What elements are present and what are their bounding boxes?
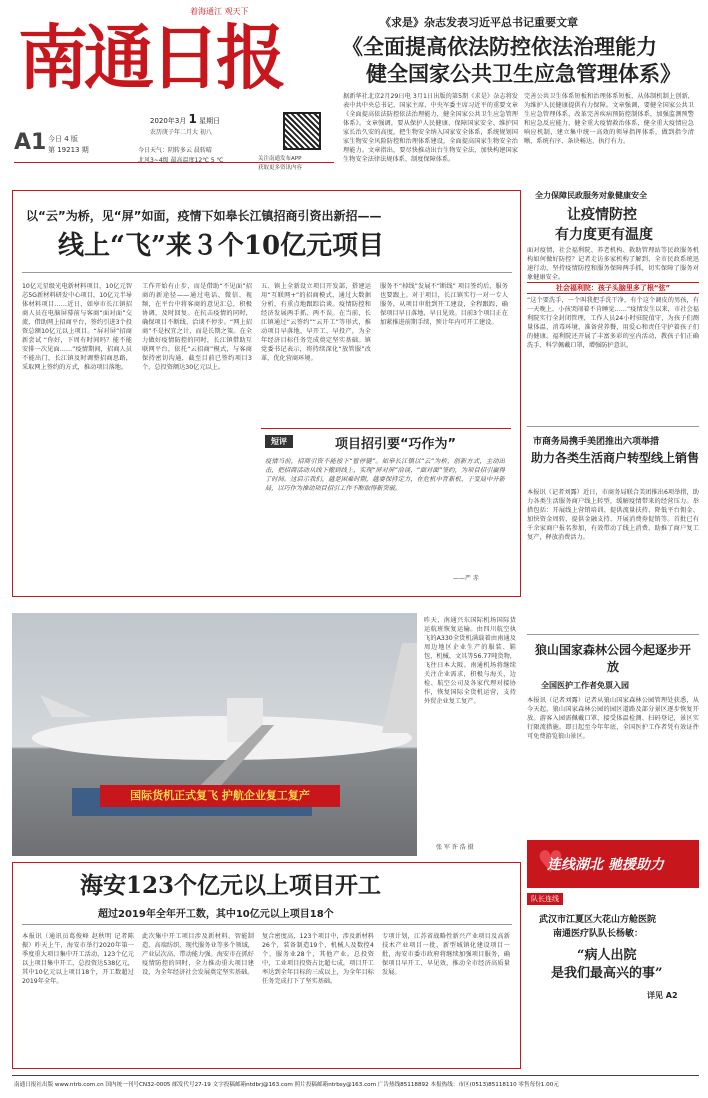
qr-caption-1: 关注南通发布APP <box>258 156 302 162</box>
story4-pre2: 南通医疗队队长杨敏： <box>553 929 644 939</box>
edition-code: A1 <box>14 130 47 155</box>
photo-byline: 张 军 许 浩 摄 <box>436 844 474 851</box>
story1-kicker: 全力保障民政服务对象健康安全 <box>535 191 647 200</box>
story3-sub: 全国医护工作者免票入园 <box>541 681 629 690</box>
second-body-col1: 本报讯（通讯员葛俊峰 赵秋明 记者陈振）昨天上午，海安市举行2020年第一季度重大项目集中开工活动，123个亿元以上项目集中开工，总投资达538亿元，其中10亿元以上项目18个，开工数超过2019年全年。 <box>22 933 134 985</box>
top-news-body-left: 据新华社北京2月29日电 3月1日出版的第5期《求是》杂志将发表中共中央总书记、国家主席、中央军委主席习近平的重要文章《全面提高依法防控依法治理能力，健全国家公共卫生应急管理体系》。文章强调，要从保护人民健康、保障国家安全、维护国家长治久安的高度，把生物安全纳入国家安全体系，系统规划国家生物安全风险防控和治理体系建设，全面提高国家生物安全治理能力。文章指出，要尽快推动出台生物安全法，加快构建国家生物安全法律法规体系、制度保障体系。 <box>343 93 518 163</box>
story2-body: 本报讯（记者刘露）近日，市商务局联合美团推出6项举措，助力各类生活服务商户线上转型，缓解疫情带来的经营压力。举措包括：开展线上营销培训、提供流量扶持、降低平台佣金、加快资金周转、提供金融支持、开展消费券促销等。首批已有千余家商户报名参加，有效带动了线上消费，助推了商户复工复产，释放消费活力。 <box>527 489 699 541</box>
lead-body-col1: 10亿元星级光电新材料项目，10亿元智芯5G新材料研发中心项目，10亿元半导体材料项目……近日，如皋市长江镇招商人员在电脑屏幕前与客商“面对面”交流，借助网上招商平台，签约引进3个投资总额10亿元以上项目。“屏对屏”招商新尝试 “你好，下周有时间吗？能不能安排一次见面……”疫情期间，招商人员不能出门，长江镇及时调整招商思路，采取网上签约的方式，推动项目落地。 <box>22 283 132 371</box>
top-news-line2: 健全国家公共卫生应急管理体系》 <box>366 61 681 86</box>
top-news-body-right: 完善公共卫生体系短板和治理体系短板，从体制机制上创新，为维护人民健康提供有力保障。文章强调，要健全国家公共卫生应急管理体系，改革完善疾病预防控制体系，加强监测预警和应急反应能力，健全重大疫情救治体系，健全重大疫情应急响应机制，建立集中统一高效的领导指挥体系，做到指令清晰、系统有序、条块畅达、执行有力。 <box>524 93 694 145</box>
qr-caption-2: 获取更多资讯内容 <box>258 165 303 171</box>
commentary-label: 短评 <box>265 435 293 448</box>
aircraft-tail <box>40 695 92 717</box>
aircraft-fuselage <box>32 716 412 760</box>
weather-line-1: 今日天气：阴转多云 晨转晴 <box>138 147 212 154</box>
story3-body: 本报讯（记者刘露）记者从狼山国家森林公园管理处获悉，从今天起，狼山国家森林公园的园区道路及部分景区逐步恢复开放。游客入园需佩戴口罩、接受体温检测、扫码登记，景区实行限流措施。即日起至今年年底，全国医护工作者凭有效证件可免费游览狼山景区。 <box>527 697 699 740</box>
banner-text: 连线湖北 驰援助力 <box>547 857 664 873</box>
photo-caption: 昨天，南通兴东国际机场国际货运航班恢复运输。由四川航空执飞的A330全货机满载着由南通及周边地区企业生产的服装、鞋包、机械、文具等56.77吨货物，飞往日本大阪。南通机场将继续关注企业需求，积极与海关、边检、航空公司及各家代理对接协作，恢复国际全货机运营，支持外贸企业复工复产。 <box>424 617 516 705</box>
issue-number: 第 19213 期 <box>48 146 89 154</box>
top-news-line1: 《全面提高依法防控依法治理能力 <box>342 34 657 59</box>
masthead-slogan: 着海通江 观天下 <box>190 7 249 16</box>
heart-icon: ♥ <box>537 845 564 880</box>
date-year-month: 2020年3月 <box>150 117 187 125</box>
story1-head1: 让疫情防控 <box>567 207 637 223</box>
lead-headline: 线上“飞”来３个10亿元项目 <box>58 231 385 261</box>
lead-kicker: 以“云”为桥，见“屏”如面，疫情下如皋长江镇招商引资出新招—— <box>26 209 382 223</box>
story4-ref[interactable]: 详见 A2 <box>647 991 678 1000</box>
date-weekday: 星期日 <box>199 117 221 125</box>
footer-text: 南通日报社出版 www.ntrb.com.cn 国内统一刊号CN32-0005 邮发代号27-19 文字投稿邮箱ntdbrj@163.com 照片投稿邮箱ntrbsy@163.com 广告热线85118892 本报热线：市区(0513)85118110 零售每份1.00元 <box>14 1082 559 1088</box>
story2-kicker: 市商务局携手美团推出六项举措 <box>533 437 660 447</box>
lead-body-col4: 服务不“掉线”发展不“断线” 项目签约后，服务也要跟上。对于项目，长江镇实行一对一专人服务，从项目审批到开工建设，全程跟踪，确保项目早日落地、早日见效。目前3个项目正在加紧推进前期手续，预计年内可开工建设。 <box>380 283 508 326</box>
lunar-date: 农历庚子年二月大 初八 <box>150 129 212 136</box>
commentary-box <box>261 428 511 589</box>
story4-head1: “病人出院 <box>577 948 637 963</box>
second-body-col4: 专项计划，江苏省战略性新兴产业项目及高新技术产业项目一批，新型城镇化建设项目一批，海安市委市政府将继续加强项目服务，确保项目早开工、早见效，推动全市经济高质量发展。 <box>382 933 510 976</box>
masthead <box>0 0 708 185</box>
date-day: 1 <box>188 112 197 126</box>
lead-body-col2: 工作开始有止步，而是借助“不见面”招商的新途径——通过电话、微信、视频，在平台中将客商的意见汇总，积极协调，及时回复。在抗击疫情的同时，确保项目不断线、洽谈不停步。“网上招商”不是权宜之计，而是长期之策。在全力做好疫情防控的同时，长江镇借助互联网平台，依托“云招商”模式，与客商保持密切沟通，截至目前已签约项目3个，总投资额达30亿元以上。 <box>142 283 252 371</box>
second-body-col2: 此次集中开工项目涉及新材料、智能制造、高端纺织、现代服务业等多个领域，产业层次高、带动能力强。海安市在抓好疫情防控的同时，全力推动重大项目建设，为全年经济社会发展奠定坚实基础。 <box>142 933 254 976</box>
weather-line-2: 北风3~4级 最高温度12℃ 5 ℃ <box>138 157 224 164</box>
photo-banner: 国际货机正式复飞 护航企业复工复产 <box>100 785 340 807</box>
second-body-col3: 复合密度高，123个项目中，涉及新材料26个，装备制造19个，机械人及数控4个，服务业28个，其他产业。总投资中，工业项目投资占比超七成，项目开工率达到全年目标的三成以上，为全年目标任务完成打下了坚实基础。 <box>262 933 374 985</box>
story1-body2: “这个要洗手，一个叫我把手洗干净，有个这个调皮的男孩，有一天晚上，小孩哭闹着不肯睡觉……”疫情发生以来，市社会福利院实行全封闭管理，工作人员24小时驻院值守，为孩子们测量体温、消毒环境、准备营养餐，用爱心和责任守护着孩子们的健康。福利院还开展了丰富多彩的室内活动，教孩子们正确洗手、科学佩戴口罩，增强防护意识。 <box>527 297 699 349</box>
lead-body-col3: 五、镇上全新设立项目开发部，搭建运用“互联网+”的招商模式，通过大数据分析，有重点地跟踪洽谈。疫情防控和经济发展两手抓、两不误。在当前，长江镇通过“云签约”“云开工”等形式，推动项目早落地、早开工、早投产，为全年经济目标任务完成奠定坚实基础。镇党委书记表示，将持续深化“放管服”改革，优化营商环境。 <box>261 283 371 362</box>
story1-head2: 有力度更有温度 <box>555 227 653 243</box>
commentary-title: 项目招引要“巧作为” <box>335 437 457 452</box>
commentary-body: 疫情当前，招商引资不能按下“暂停键”。如皋长江镇以“云”为桥，创新方式，主动出击，把招商活动从线下搬到线上，实现“屏对屏”洽谈、“面对面”签约，为项目招引赢得了时间。这启示我们，越是困难时期，越要保持定力，在危机中育新机、于变局中开新局，以巧作为推动项目招引工作不断取得新突破。 <box>265 458 505 492</box>
photo-scene <box>12 613 417 856</box>
second-headline: 海安123个亿元以上项目开工 <box>80 872 382 899</box>
masthead-title: 南通日报 <box>18 16 282 99</box>
story1-body: 面对疫情，社会福利院、养老机构、救助管理站等民政服务机构如何做好防控？记者走访多家机构了解到，全市民政系统迅速行动，坚持疫情防控和服务保障两手抓，切实保障了服务对象健康安全。 <box>527 247 699 280</box>
story3-head: 狼山国家森林公园今起逐步开放 <box>534 643 691 674</box>
aircraft-wing <box>382 643 417 733</box>
story4-head2: 是我们最高兴的事” <box>551 966 663 981</box>
second-subhead: 超过2019年全年开工数，其中10亿元以上项目18个 <box>98 909 334 920</box>
story1-subhead: 社会福利院：孩子头脑里多了根“弦” <box>527 282 699 294</box>
story2-head: 助力各类生活商户转型线上销售 <box>531 451 700 465</box>
qr-code <box>283 112 321 150</box>
page-count: 今日 4 版 <box>48 135 78 143</box>
banner-tag: 队长连线 <box>527 893 563 905</box>
top-news-pre: 《求是》杂志发表习近平总书记重要文章 <box>380 16 578 29</box>
commentary-byline: ——严 赤 <box>453 575 479 582</box>
right-column <box>527 190 699 1070</box>
date-line <box>150 112 220 126</box>
cargo-plane-photo <box>12 613 417 856</box>
hubei-banner <box>527 840 699 888</box>
story4-pre: 武汉市江夏区大花山方舱医院 <box>539 915 657 925</box>
